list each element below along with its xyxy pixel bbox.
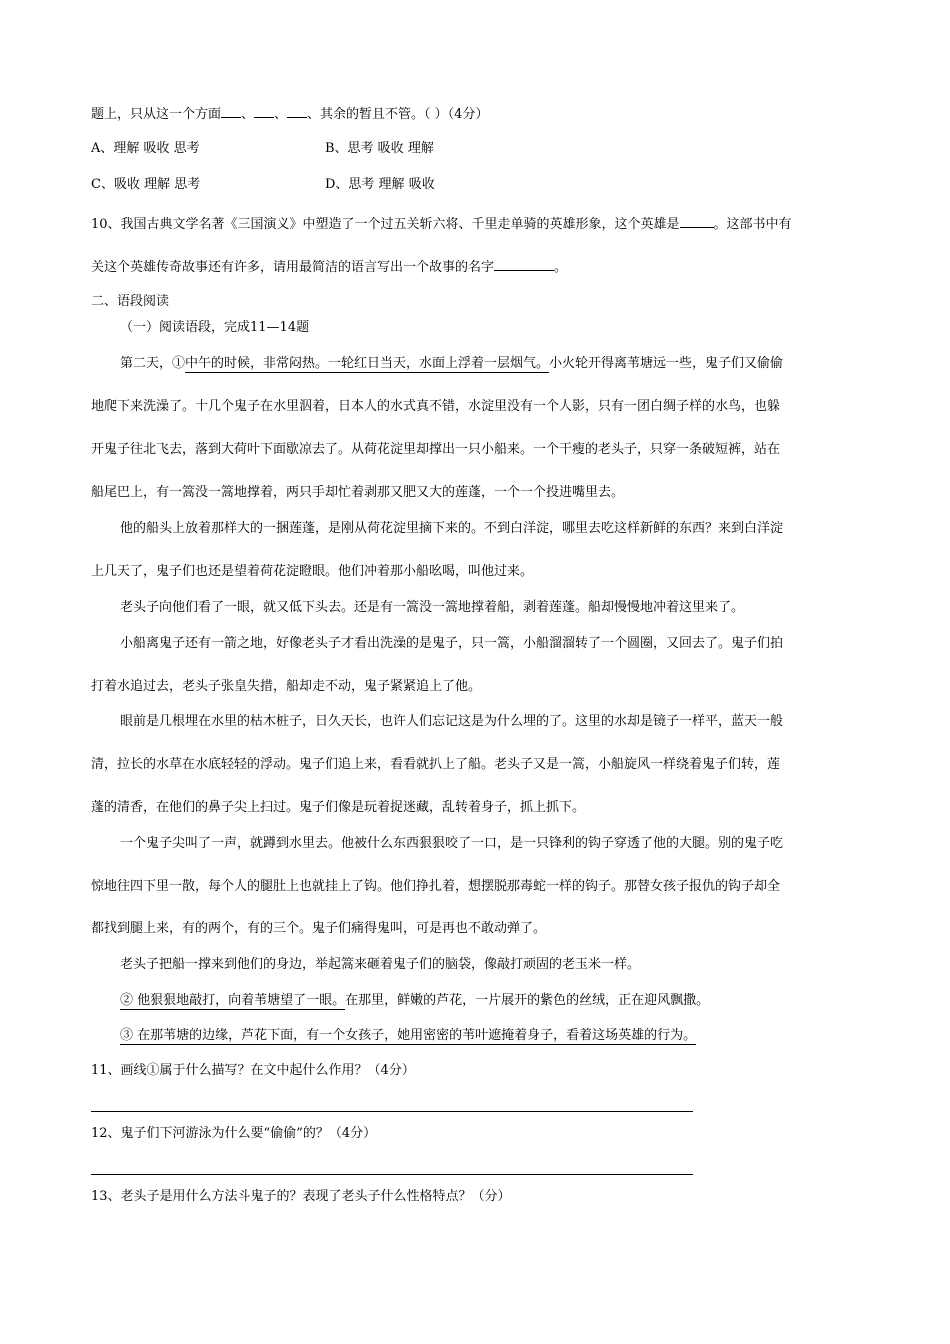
passage-p1-line-1: 第二天，①中午的时候，非常闷热。一轮红日当天，水面上浮着一层烟气。小火轮开得离苇塘远一些，鬼子们又偷偷 [120,356,784,371]
q10-line-2: 关这个英雄传奇故事还有许多，请用最简洁的语言写出一个故事的名字 。 [91,257,567,276]
passage-p7: 老头子把船一撑来到他们的身边，举起篙来砸着鬼子们的脑袋，像敲打顽固的老玉米一样。 [120,957,641,972]
passage-p9 [120,1028,696,1044]
q9-option-a[interactable]: A、理解 吸收 思考 [91,141,200,156]
q12-answer-line[interactable] [91,1174,693,1175]
passage-p1-line-3: 开鬼子往北飞去，落到大荷叶下面歇凉去了。从荷花淀里却撑出一只小船来。一个干瘦的老头子，只穿一条破短裤，站在 [91,442,781,457]
passage-p8: ② 他狠狠地敲打，向着苇塘望了一眼。在那里，鲜嫩的芦花，一片展开的紫色的丝绒，正在迎风飘撒。 [120,993,710,1008]
passage-p4-line-1: 小船离鬼子还有一箭之地，好像老头子才看出洗澡的是鬼子，只一篙，小船溜溜转了一个圆圈，又回去了。鬼子们拍 [120,636,784,651]
q10-story-blank[interactable] [494,257,554,271]
underline-2: ② 他狠狠地敲打，向着苇塘望了一眼。 [120,993,346,1008]
question-12: 12、鬼子们下河游泳为什么要“偷偷”的？（4分） [91,1126,377,1141]
passage-p6-line-1: 一个鬼子尖叫了一声，就蹲到水里去。他被什么东西狠狠咬了一口，是一只锋利的钩子穿透了他的大腿。别的鬼子吃 [120,836,784,851]
passage-p1-line-4: 船尾巴上，有一篙没一篙地撑着，两只手却忙着剥那又肥又大的莲蓬，一个一个投进嘴里去。 [91,485,625,500]
blank-3[interactable] [287,104,307,118]
passage-p6-line-3: 都找到腿上来，有的两个，有的三个。鬼子们痛得鬼叫，可是再也不敢动弹了。 [91,921,547,936]
q9-option-row-2 [91,177,200,193]
underline-3: ③ 在那苇塘的边缘，芦花下面，有一个女孩子，她用密密的苇叶遮掩着身子，看着这场英雄的行为。 [120,1028,697,1043]
question-13: 13、老头子是用什么方法斗鬼子的？表现了老头子什么性格特点？（分） [91,1189,511,1204]
passage-p2-line-1: 他的船头上放着那样大的一捆莲蓬，是刚从荷花淀里摘下来的。不到白洋淀，哪里去吃这样新鲜的东西？来到白洋淀 [120,521,784,536]
q11-answer-line[interactable] [91,1111,693,1112]
passage-p5-line-1: 眼前是几根埋在水里的枯木桩子，日久天长，也许人们忘记这是为什么埋的了。这里的水却是镜子一样平，蓝天一般 [120,714,784,729]
underline-1: 中午的时候，非常闷热。一轮红日当天，水面上浮着一层烟气。 [185,356,550,371]
passage-p5-line-3: 蓬的清香，在他们的鼻子尖上扫过。鬼子们像是玩着捉迷藏，乱转着身子，抓上抓下。 [91,800,586,815]
q9-stem-tail: 题上，只从这一个方面 、 、 、其余的暂且不管。（ ）（4分） [91,104,488,123]
passage-p6-line-2: 惊地往四下里一散，每个人的腿肚上也就挂上了钩。他们挣扎着，想摆脱那毒蛇一样的钩子。那替女孩子报仇的钩子却全 [91,879,781,894]
passage-p1-line-2: 地爬下来洗澡了。十几个鬼子在水里泅着，日本人的水式真不错，水淀里没有一个人影，只有一团白绸子样的水鸟，也躲 [91,399,781,414]
question-11: 11、画线①属于什么描写？在文中起什么作用？（4分） [91,1063,415,1078]
passage-p3: 老头子向他们看了一眼，就又低下头去。还是有一篙没一篙地撑着船，剥着莲蓬。船却慢慢地冲着这里来了。 [120,600,745,615]
section-heading: 二、语段阅读 [91,294,170,309]
q10-hero-blank[interactable] [680,214,714,228]
passage-p5-line-2: 清，拉长的水草在水底轻轻的浮动。鬼子们追上来，看看就扒上了船。老头子又是一篙，小船旋风一样绕着鬼子们转，莲 [91,757,781,772]
section-subheading: （一）阅读语段，完成11—14题 [120,320,310,335]
blank-1[interactable] [221,104,241,118]
q9-option-d[interactable]: D、思考 理解 吸收 [325,177,435,192]
passage-p2-line-2: 上几天了，鬼子们也还是望着荷花淀瞪眼。他们冲着那小船吆喝，叫他过来。 [91,564,534,579]
q9-option-row-1 [91,141,200,157]
q9-option-b[interactable]: B、思考 吸收 理解 [325,141,434,156]
blank-2[interactable] [254,104,274,118]
passage-p4-line-2: 打着水追过去，老头子张皇失措，船却走不动，鬼子紧紧追上了他。 [91,679,482,694]
q10-line-1: 10、我国古典文学名著《三国演义》中塑造了一个过五关斩六将、千里走单骑的英雄形象，这个英雄是 。这部书中有 [91,214,792,233]
q9-option-c[interactable]: C、吸收 理解 思考 [91,177,201,192]
